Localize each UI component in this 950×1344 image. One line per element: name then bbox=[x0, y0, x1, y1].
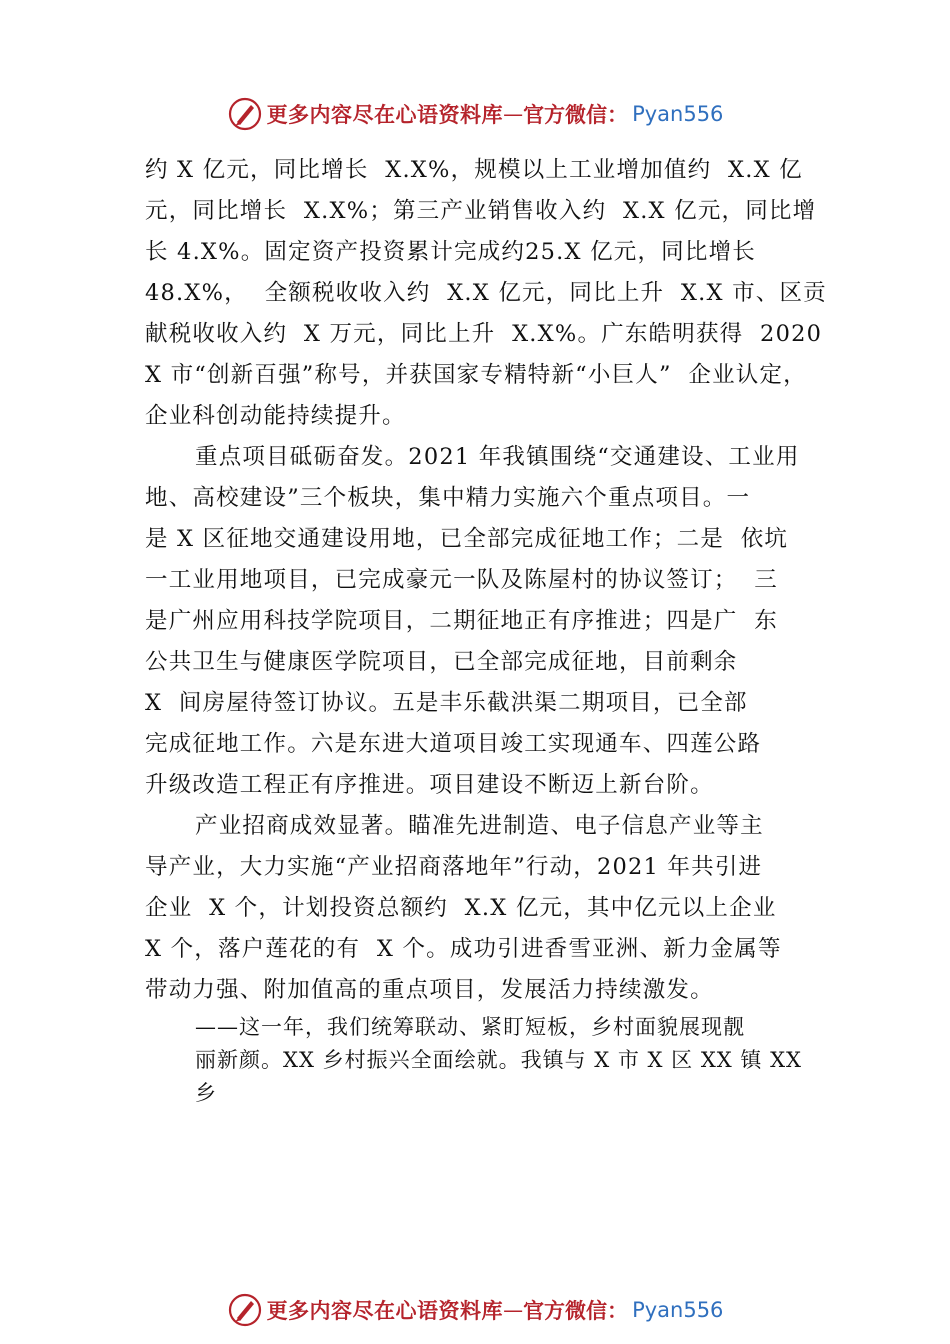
text-line: 约 X 亿元，同比增长 X.X%，规模以上工业增加值约 X.X 亿 bbox=[145, 157, 803, 183]
text-line: 献税收收入约 X 万元，同比上升 X.X%。广东皓明获得 2020 bbox=[145, 321, 823, 347]
paragraph-rural bbox=[145, 1011, 835, 1110]
text-line: X 市“创新百强”称号，并获国家专精特新“小巨人” 企业认定， bbox=[145, 362, 807, 388]
text-line: 长 4.X%。固定资产投资累计完成约25.X 亿元，同比增长 bbox=[145, 239, 756, 265]
text-line: 丽新颜。XX 乡村振兴全面绘就。我镇与 X 市 X 区 XX 镇 XX bbox=[195, 1048, 803, 1072]
text-line: X 个，落户莲花的有 X 个。成功引进香雪亚洲、新力金属等 bbox=[145, 936, 782, 962]
text-line: 企业 X 个，计划投资总额约 X.X 亿元，其中亿元以上企业 bbox=[145, 895, 777, 921]
paragraph-investment bbox=[145, 806, 835, 1011]
watermark-separator: — bbox=[503, 1298, 524, 1322]
paragraph-key-projects bbox=[145, 437, 835, 806]
text-line: 产业招商成效显著。瞄准先进制造、电子信息产业等主 bbox=[195, 813, 764, 839]
watermark-header bbox=[0, 94, 950, 134]
text-line: 重点项目砥砺奋发。2021 年我镇围绕“交通建设、工业用 bbox=[195, 444, 800, 470]
text-line: 是 X 区征地交通建设用地，已全部完成征地工作；二是 依坑 bbox=[145, 526, 789, 552]
text-line: 企业科创动能持续提升。 bbox=[145, 403, 406, 429]
text-line: 元，同比增长 X.X%；第三产业销售收入约 X.X 亿元，同比增 bbox=[145, 198, 817, 224]
watermark-text: 更多内容尽在心语资料库 bbox=[266, 1299, 504, 1323]
wechat-id: Pyan556 bbox=[632, 102, 724, 126]
paragraph-economy bbox=[145, 150, 835, 437]
text-line: 公共卫生与健康医学院项目，已全部完成征地，目前剩余 bbox=[145, 649, 738, 675]
text-line: 乡 bbox=[195, 1081, 217, 1105]
text-line: X 间房屋待签订协议。五是丰乐截洪渠二期项目，已全部 bbox=[145, 690, 748, 716]
text-line: 导产业，大力实施“产业招商落地年”行动，2021 年共引进 bbox=[145, 854, 763, 880]
document-body bbox=[145, 150, 835, 1110]
wechat-label: 官方微信： bbox=[523, 103, 629, 127]
watermark-text: 更多内容尽在心语资料库 bbox=[266, 103, 504, 127]
text-line: 地、高校建设”三个板块，集中精力实施六个重点项目。一 bbox=[145, 485, 751, 511]
text-line: 是广州应用科技学院项目，二期征地正有序推进；四是广 东 bbox=[145, 608, 778, 634]
wechat-id: Pyan556 bbox=[632, 1298, 724, 1322]
wechat-label: 官方微信： bbox=[523, 1299, 629, 1323]
text-line: 升级改造工程正有序推进。项目建设不断迈上新台阶。 bbox=[145, 772, 714, 798]
text-line: ——这一年，我们统筹联动、紧盯短板，乡村面貌展现靓 bbox=[195, 1015, 745, 1039]
watermark-separator: — bbox=[503, 102, 524, 126]
text-line: 一工业用地项目，已完成豪元一队及陈屋村的协议签订； 三 bbox=[145, 567, 778, 593]
pen-logo-icon bbox=[227, 1292, 263, 1328]
text-line: 完成征地工作。六是东进大道项目竣工实现通车、四莲公路 bbox=[145, 731, 762, 757]
text-line: 48.X%， 全额税收收入约 X.X 亿元，同比上升 X.X 市、区贡 bbox=[145, 280, 827, 306]
pen-logo-icon bbox=[227, 96, 263, 132]
watermark-footer bbox=[0, 1290, 950, 1330]
text-line: 带动力强、附加值高的重点项目，发展活力持续激发。 bbox=[145, 977, 714, 1003]
